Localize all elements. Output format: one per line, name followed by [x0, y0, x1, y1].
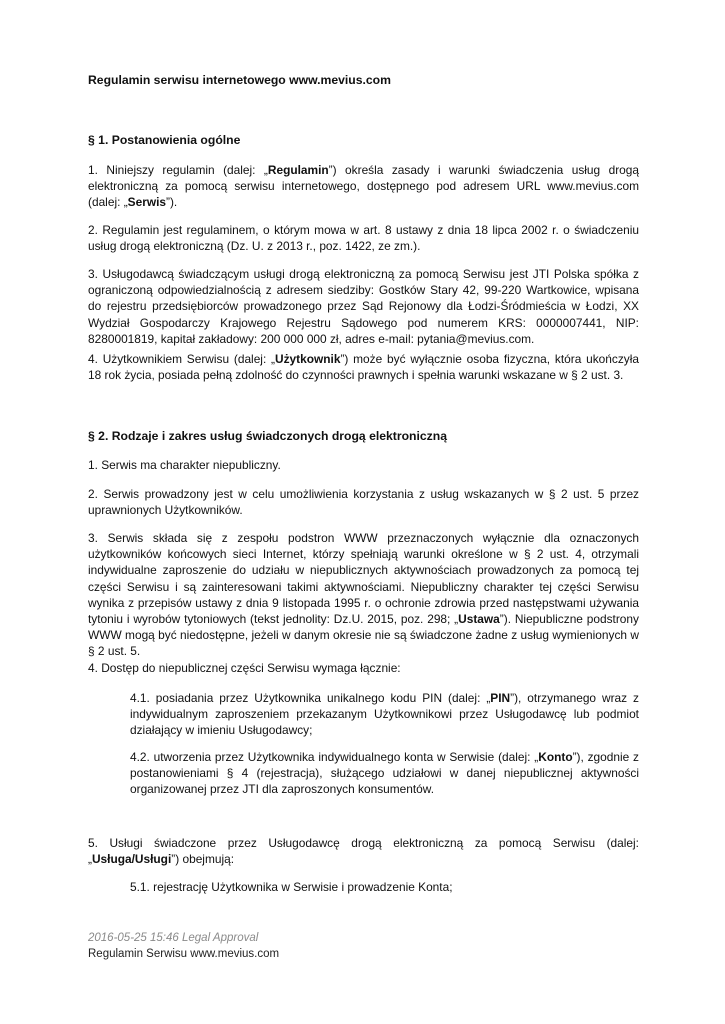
footer-approval-stamp: 2016-05-25 15:46 Legal Approval	[88, 932, 259, 944]
section-2-paragraph-3: 3. Serwis składa się z zespołu podstron WWW przeznaczonych wyłącznie dla oznaczonych użytkowników końcowych sieci Internet, którzy spełniają warunki określone w § 2 ust. 4, otrzymali indywidualne zaproszenie do udziału w niepublicznych aktywnościach prowadzonych za pomocą tej części Serwisu i są zainteresowani takimi aktywnościami. Niepubliczny charakter tej części Serwisu wynika z przepisów ustawy z dnia 9 listopada 1995 r. o ochronie zdrowia przed następstwami używania tytoniu i wyrobów tytoniowych (tekst jednolity: Dz.U. 2015, poz. 298; „Ustawa”). Niepubliczne podstrony WWW mogą być niedostępne, jeżeli w danym okresie nie są świadczone żadne z usług wymienionych w § 2 ust. 5.	[88, 531, 639, 659]
section-1-paragraph-2: 2. Regulamin jest regulaminem, o którym mowa w art. 8 ustawy z dnia 18 lipca 2002 r. o świadczeniu usług drogą elektroniczną (Dz. U. z 2013 r., poz. 1422, ze zm.).	[88, 223, 639, 254]
document-title: Regulamin serwisu internetowego www.mevius.com	[88, 73, 391, 87]
section-2-paragraph-2: 2. Serwis prowadzony jest w celu umożliwienia korzystania z usług wskazanych w § 2 ust. 5 przez uprawnionych Użytkowników.	[88, 487, 639, 518]
section-1-paragraph-4: 4. Użytkownikiem Serwisu (dalej: „Użytkownik”) może być wyłącznie osoba fizyczna, która ukończyła 18 rok życia, posiada pełną zdolność do czynności prawnych i spełnia warunki wskazane w § 2 ust. 3.	[88, 352, 639, 383]
section-2-paragraph-4: 4. Dostęp do niepublicznej części Serwisu wymaga łącznie:	[88, 661, 401, 675]
section-2-paragraph-5: 5. Usługi świadczone przez Usługodawcę drogą elektroniczną za pomocą Serwisu (dalej: „Usługa/Usługi”) obejmują:	[88, 836, 639, 867]
section-1-paragraph-3: 3. Usługodawcą świadczącym usługi drogą elektroniczną za pomocą Serwisu jest JTI Polska spółka z ograniczoną odpowiedzialnością z adresem siedziby: Gostków Stary 42, 99-220 Wartkowice, wpisana do rejestru przedsiębiorców prowadzonego przez Sąd Rejonowy dla Łodzi-Śródmieścia w Łodzi, XX Wydział Gospodarczy Krajowego Rejestru Sądowego pod numerem KRS: 0000007441, NIP: 8280001819, kapitał zakładowy: 200 000 000 zł, adres e-mail: pytania@mevius.com.	[88, 267, 639, 346]
section-2-heading: § 2. Rodzaje i zakres usług świadczonych drogą elektroniczną	[88, 429, 447, 443]
section-2-item-4-2: 4.2. utworzenia przez Użytkownika indywidualnego konta w Serwisie (dalej: „Konto”), zgodnie z postanowieniami § 4 (rejestracja), służącego udziałowi w danej niepublicznej aktywności organizowanej przez JTI dla zaproszonych konsumentów.	[130, 750, 640, 797]
section-1-paragraph-1: 1. Niniejszy regulamin (dalej: „Regulamin”) określa zasady i warunki świadczenia usług drogą elektroniczną za pomocą serwisu internetowego, dostępnego pod adresem URL www.mevius.com (dalej: „Serwis”).	[88, 163, 640, 210]
section-2-item-5-1: 5.1. rejestrację Użytkownika w Serwisie i prowadzenie Konta;	[130, 880, 453, 894]
section-2-paragraph-1: 1. Serwis ma charakter niepubliczny.	[88, 458, 281, 472]
footer-document-name: Regulamin Serwisu www.mevius.com	[88, 948, 280, 960]
section-2-item-4-1: 4.1. posiadania przez Użytkownika unikalnego kodu PIN (dalej: „PIN”), otrzymanego wraz z indywidualnym zaproszeniem przekazanym Użytkownikowi przez Usługodawcę lub podmiot działający w imieniu Usługodawcy;	[130, 691, 640, 738]
section-1-heading: § 1. Postanowienia ogólne	[88, 133, 241, 147]
